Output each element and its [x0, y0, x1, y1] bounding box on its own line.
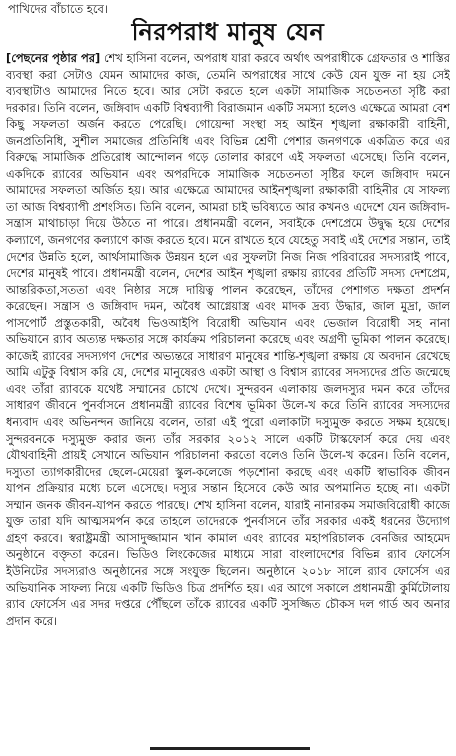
continued-marker: [পেছনের পৃষ্ঠার পর]: [6, 51, 101, 65]
previous-article-tail: পাখিদের বাঁচাতে হবে।: [8, 2, 108, 16]
article-headline: নিরপরাধ মানুষ যেন: [131, 18, 325, 46]
bottom-divider: [150, 747, 310, 756]
article-body-text: শেখ হাসিনা বলেন, অপরাধ যারা করবে অর্থাৎ অপরাধীকে গ্রেফতার ও শাস্তির ব্যবস্থা করা সেটাও যেমন আমাদের কাজ, তেমনি অপরাধের সাথে কেউ যেন যুক্ত না হয় সেই ব্যবস্থাটাও আমাদের নিতে হবে। আর সেটা করতে হলে একটা সামাজিক সচেতনতা সৃষ্টি করা দরকার। তিনি বলেন, জঙ্গিবাদ একটি বিশ্বব্যাপী বিরাজমান একটি সমস্যা হলেও এক্ষেত্রে আমরা বেশ কিছু সফলতা অর্জন করতে পেরেছি। গোয়েন্দা সংস্থা সহ আইন শৃঙ্খলা রক্ষাকারী বাহিনী, জনপ্রতিনিধি, সুশীল সমাজের প্রতিনিধি এবং বিভিন্ন শ্রেণী পেশার জনগণকে একত্রিত করে এর বিরুদ্ধে সামাজিক প্রতিরোধ আন্দোলন গড়ে তোলার কারণে এই সফলতা এসেছে। তিনি বলেন, একদিকে র‌্যাবের অভিযান এবং অপরদিকে সামাজিক সচেতনতা সৃষ্টির ফলে জঙ্গিবাদ দমনে আমাদের সফলতা অর্জিত হয়। আর এক্ষেত্রে আমাদের আইনশৃঙ্খলা রক্ষাকারী বাহিনীর যে সাফল্য তা আজ বিশ্বব্যাপী প্রশংসিত। তিনি বলেন, আমরা চাই ভবিষ্যতে আর কখনও এদেশে যেন জঙ্গিবাদ-সন্ত্রাস মাথাচাড়া দিয়ে উঠতে না পারে। প্রধানমন্ত্রী বলেন, সবাইকে দেশপ্রেমে উদ্বুদ্ধ হয়ে দেশের কল্যাণে, জনগণের কল্যাণে কাজ করতে হবে। মনে রাখতে হবে যেহেতু সবাই এই দেশের সন্তান, তাই দেশের উন্নতি হলে, আর্থসামাজিক উন্নয়ন হলে এর সুফলটা নিজ নিজ পরিবারের সদস্যরাই পাবে, দেশের মানুষই পাবে। প্রধানমন্ত্রী বলেন, দেশের আইন শৃঙ্খলা রক্ষায় র‌্যাবের প্রতিটি সদস্য দেশপ্রেম, আন্তরিকতা,সততা এবং নিষ্ঠার সঙ্গে দায়িত্ব পালন করেছেন, তাঁদের পেশাগত দক্ষতা প্রদর্শন করেছেন। সন্ত্রাস ও জঙ্গিবাদ দমন, অবৈধ আগ্নেয়াস্ত্র এবং মাদক দ্রব্য উদ্ধার, জাল মুদ্রা, জাল পাসপোর্ট প্রস্তুতকারী, অবৈধ ভিওআইপি বিরোধী অভিযান এবং ভেজাল বিরোধী সহ নানা অভিযানে র‌্যাব অত্যন্ত দক্ষতার সঙ্গে কার্যক্রম পরিচালনা করেছে এবং অগ্রণী ভূমিকা পালন করেছে। কাজেই র‌্যাবের সদস্যগণ দেশের অভ্যন্তরে সাধারণ মানুষের শান্তি-শৃঙ্খলা রক্ষায় যে অবদান রেখেছে আমি এটুকু বিশ্বাস করি যে, দেশের মানুষেরও একটা আস্থা ও বিশ্বাস র‌্যাবের সদস্যদের প্রতি জন্মেছে এবং তাঁরা র‌্যাবকে যথেষ্ট সম্মানের চোখে দেখে। সুন্দরবন এলাকায় জলদস্যুর দমন করে তাঁদের সাধারণ জীবনে পুনর্বাসনে প্রধানমন্ত্রী র‌্যাবের বিশেষ ভূমিকা উলে-খ করে তিনি র‌্যাবের সদস্যদের ধন্যবাদ এবং অভিনন্দন জানিয়ে বলেন, তারা এই পুরো এলাকাটা দস্যুমুক্ত করতে সক্ষম হয়েছে। সুন্দরবনকে দস্যুমুক্ত করার জন্য তাঁর সরকার ২০১২ সালে একটি টাস্কফোর্স করে দেয় এবং যৌথবাহিনী প্রায়ই সেখানে অভিযান পরিচালনা করতো বলেও তিনি উলে-খ করেন। তিনি বলেন, দস্যুতা ত্যাগকারীদের ছেলে-মেয়েরা স্কুল-কলেজে পড়শোনা করছে এবং একটি স্বাভাবিক জীবন যাপন প্রক্রিয়ার মধ্যে চলে এসেছে। দস্যুর সন্তান হিসেবে কেউ আর অপমানিত হচ্ছে না। একটা সম্মান জনক জীবন-যাপন করতে পারছে। শেখ হাসিনা বলেন, যারাই নানারকম সমাজবিরোধী কাজে যুক্ত তারা যদি আত্মসমর্পন করে তাহলে তাদেরকে পুনর্বাসনে তাঁর সরকার একই ধরনের উদ্যোগ গ্রহণ করবে। স্বরাষ্ট্রমন্ত্রী আসাদুজ্জামান খান কামাল এবং র‌্যাবের মহাপরিচালক বেনজির আহমেদ অনুষ্ঠানে বক্তৃতা করেন। ভিডিও লিংকেজের মাধ্যমে সারা বাংলাদেশের বিভিন্ন র‌্যাব ফোর্সেস ইউনিটের সদস্যরাও অনুষ্ঠানের সঙ্গে সংযুক্ত ছিলেন। অনুষ্ঠানে ২০১৮ সালে র‌্যাব ফোর্সেস এর অভিযানিক সাফল্য নিয়ে একটি ভিডিও চিত্র প্রদর্শিত হয়। এর আগে সকালে প্রধানমন্ত্রী কুর্মিটোলায় র‌্যাব ফোর্সেস এর সদর দপ্তরে পৌঁছলে তাঁকে র‌্যাবের একটি সুসজ্জিত চৌকস দল গার্ড অব অনার প্রদান করে।: [6, 51, 450, 628]
article-body: [6, 50, 450, 740]
